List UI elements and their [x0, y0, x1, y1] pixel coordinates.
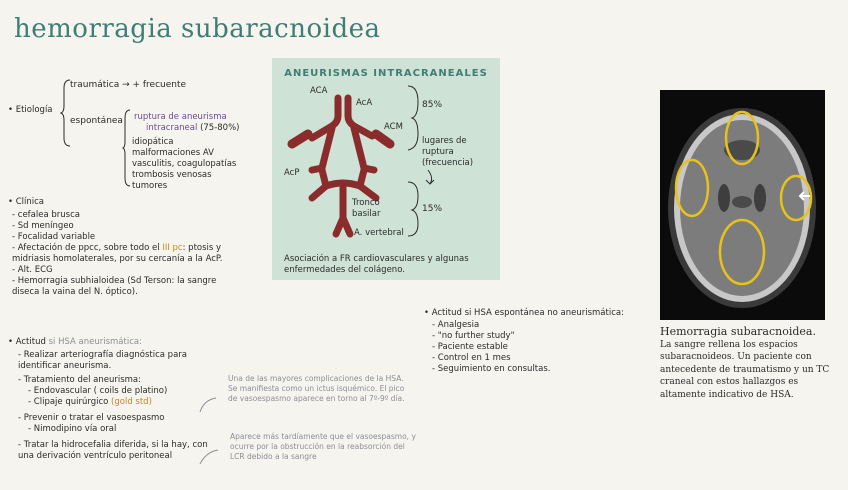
list-item: idiopática [132, 137, 174, 147]
list-item: - Prevenir o tratar el vasoespasmo [18, 413, 165, 423]
list-item: vasculitis, coagulopatías [132, 159, 237, 169]
diagram-title: ANEURISMAS INTRACRANEALES [284, 68, 488, 79]
list-item: - Control en 1 mes [432, 353, 511, 363]
list-item: - cefalea brusca [12, 210, 80, 220]
list-item: tumores [132, 181, 168, 191]
caption-title: Hemorragia subaracnoidea. [660, 325, 816, 338]
ct-scan-drawing [660, 90, 825, 320]
non-aneurysmal-heading: • Actitud si HSA espontánea no aneurismática: [424, 308, 624, 318]
etiologia-espontanea: espontánea [70, 116, 123, 126]
list-item: - Alt. ECG [12, 265, 53, 275]
clinica-list [12, 210, 242, 298]
pct-15: 15% [422, 204, 443, 214]
list-item: - Nimodipino vía oral [28, 424, 117, 434]
list-item: - Endovascular ( coils de platino) [28, 386, 168, 396]
list-item: - Focalidad variable [12, 232, 96, 242]
clinica-heading: • Clínica [8, 197, 45, 207]
label-acp: AcP [284, 168, 300, 178]
list-item: - Tratamiento del aneurisma: [18, 375, 142, 385]
ct-scan-image [660, 90, 825, 320]
list-item: malformaciones AV [132, 148, 214, 158]
list-item: - Clipaje quirúrgico (gold std) [28, 397, 152, 407]
hidrocefalia-note: Aparece más tardíamente que el vasoespasmo, y ocurre por la obstrucción en la reabsorción del LCR debido a la sangre [230, 432, 416, 461]
non-aneurysmal-list [432, 320, 550, 375]
list-item: - Realizar arteriografía diagnóstica para identificar aneurisma. [18, 350, 187, 371]
list-item: - Afectación de ppcc, sobre todo el III pc: ptosis y midriasis homolaterales, por su cercanía a la AcP. [12, 243, 223, 264]
pct-85: 85% [422, 100, 443, 110]
etiologia-heading: • Etiología [8, 105, 53, 115]
ruptura-aneurisma-line1: ruptura de aneurisma [134, 112, 227, 122]
label-vertebral: A. vertebral [354, 228, 404, 238]
list-item: - Hemorragia subhialoidea (Sd Terson: la sangre diseca la vaina del N. óptico). [12, 276, 217, 297]
page-title: hemorragia subaracnoidea [14, 14, 381, 44]
note-connectors [196, 392, 226, 472]
list-item: - "no further study" [432, 331, 515, 341]
caption-text: La sangre rellena los espacios subaracnoideos. Un paciente con antecedente de traumatismo y un TC craneal con estos hallazgos es altamente indicativo de HSA. [660, 339, 830, 400]
etiologia-traumatica: traumática → + frecuente [70, 80, 187, 90]
arteries-drawing [272, 58, 500, 280]
vasoespasmo-note: Una de las mayores complicaciones de la HSA. Se manifiesta como un ictus isquémico. El pico de vasoespasmo aparece en torno al 7º-9º día. [228, 374, 405, 403]
actitud-heading: • Actitud si HSA aneurismática: [8, 337, 142, 347]
label-aca-upper: ACA [310, 86, 328, 96]
list-item: - Sd meníngeo [12, 221, 74, 231]
label-tronco-basilar: Tronco basilar [352, 198, 381, 219]
espontanea-brace [122, 108, 132, 188]
list-item: - Analgesia [432, 320, 480, 330]
actitud-list [18, 350, 223, 462]
ct-caption [660, 326, 840, 401]
list-item: - Seguimiento en consultas. [432, 364, 551, 374]
label-aca: AcA [356, 98, 373, 108]
etiologia-otros-list [132, 137, 236, 192]
list-item: - Tratar la hidrocefalia diferida, si la hay, con una derivación ventrículo peritoneal [18, 440, 208, 461]
ruptura-aneurisma-line2: intracraneal (75-80%) [146, 123, 240, 133]
list-item: - Paciente estable [432, 342, 508, 352]
aneurysm-diagram [272, 58, 500, 280]
rupture-sites-label: lugares de ruptura (frecuencia) [422, 136, 474, 168]
list-item: trombosis venosas [132, 170, 212, 180]
label-acm: ACM [384, 122, 403, 132]
association-note: Asociación a FR cardiovasculares y algunas enfermedades del colágeno. [284, 254, 469, 275]
